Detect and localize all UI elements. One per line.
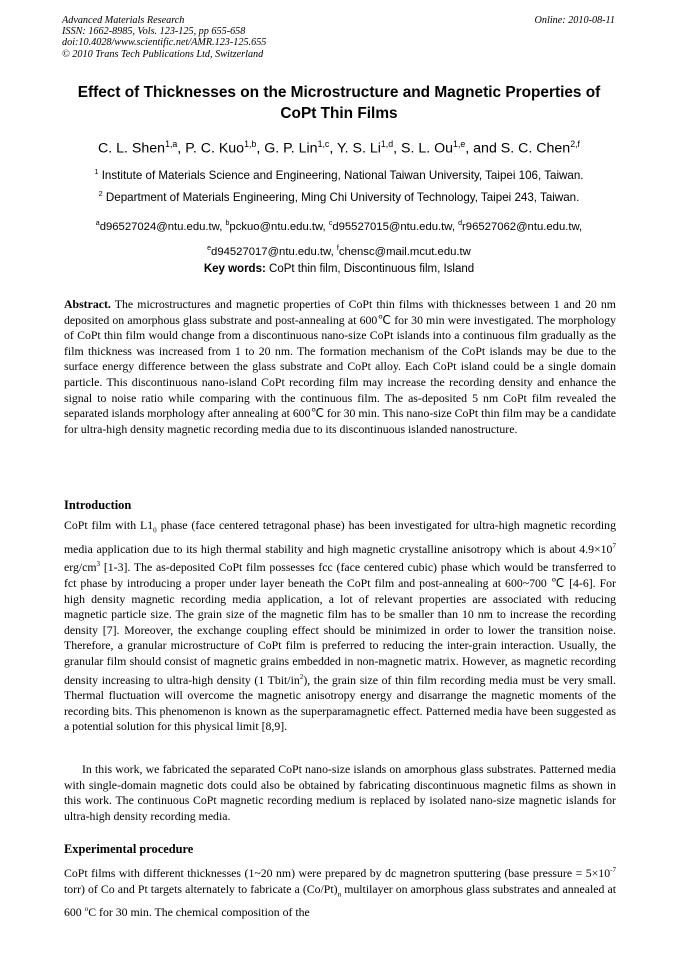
author-affiliation-marker: 1,e	[453, 139, 466, 149]
author-affiliation-marker: 1,b	[244, 139, 257, 149]
author-separator: ,	[329, 140, 337, 157]
abstract-text: The microstructures and magnetic properties of CoPt thin films with thicknesses between 1 and 20 nm deposited on amorphous glass substrate and post-annealing at 600℃ for 30 min were investigated. The morphology of CoPt thin film would change from a discontinuous nano-size CoPt islands into a continuous film gradually as the film thickness was increased from 1 to 20 nm. The formation mechanism of the CoPt islands may be due to the surface energy difference between the glass substrate and CoPt alloy. Each CoPt island could be a single domain particle. This discontinuous nano-island CoPt recording film may increase the recording density and enhance the signal to noise ratio while comparing with the continuous film. The as-deposited 5 nm CoPt film revealed the separated islands morphology after annealing at 600℃ for 30 min. This nano-size CoPt thin film may be a candidate for ultra-high density magnetic recording media due to its discontinuous islanded nanostructure.	[64, 297, 616, 436]
author-name: S. C. Chen	[500, 140, 571, 157]
subscript: 0	[153, 526, 157, 535]
email-marker: e	[207, 244, 212, 252]
section-heading-introduction: Introduction	[64, 498, 132, 512]
affiliation-marker: 2	[98, 189, 103, 198]
author-affiliation-marker: 1,a	[165, 139, 178, 149]
title-line-1: Effect of Thicknesses on the Microstructure and Magnetic Properties of	[77, 84, 601, 101]
title-line-2: CoPt Thin Films	[280, 105, 398, 122]
author-name: G. P. Lin	[264, 140, 318, 157]
text-run: multilayer on amorphous glass substrates and annealed at 600	[64, 881, 616, 920]
introduction-paragraph-2: In this work, we fabricated the separated CoPt nano-size islands on amorphous glass substrates. Patterned media with single-domain magnetic dots could also be obtained by fabricating discontinuous magnetic films as shown in this work. The continuous CoPt magnetic recording medium is replaced by isolated nano-size magnetic islands for ultra-high density recording media.	[64, 762, 616, 823]
email-link[interactable]: r96527062@ntu.edu.tw	[462, 220, 580, 233]
text-run: [1-3]. The as-deposited CoPt film possesses fcc (face centered cubic) phase which would be transferred to fct phase by introducing a proper under layer beneath the CoPt film and post-annealing at 600~700 ℃ [4-6]. For high density magnetic recording media application, a lot of relevant properties are associated with reducing magnetic particle size. The grain size of the magnetic film has to be smaller than 10 nm to increase the recording density [7]. Moreover, the exchange coupling effect should be minimized in order to lower the transition noise. Therefore, a granular microstructure of CoPt film is preferred to reducing the inter-grain interaction. Usually, the granular film should consist of magnetic grains embedded in non-magnetic matrix. However, as magnetic recording density increasing to ultra-high density (1 Tbit/in	[64, 560, 616, 687]
text-run: C for 30 min. The chemical composition of the	[88, 905, 310, 920]
author-separator: ,	[256, 140, 265, 157]
email-separator: ,	[219, 220, 226, 233]
abstract	[64, 297, 616, 437]
author-affiliation-marker: 1,d	[380, 139, 394, 149]
text-run: phase (face centered tetragonal phase) has been investigated for ultra-high magnetic recording media application due to its high thermal stability and high magnetic crystalline anisotropy which is about 4.9×10	[64, 518, 616, 556]
text-run: CoPt films with different thicknesses (1~20 nm) were prepared by dc magnetron sputtering (base pressure = 5×10	[64, 865, 611, 880]
affiliation-marker: 1	[94, 167, 99, 176]
author-affiliation-marker: 2,f	[570, 139, 580, 149]
author-affiliation-marker: 1,c	[317, 139, 330, 149]
superscript: -7	[610, 866, 616, 874]
email-separator: ,	[451, 220, 459, 233]
email-link[interactable]: d95527015@ntu.edu.tw	[332, 220, 452, 233]
superscript: 7	[612, 541, 616, 550]
email-marker: f	[336, 244, 339, 252]
email-link[interactable]: pckuo@ntu.edu.tw	[229, 220, 323, 233]
email-separator: ,	[579, 220, 583, 233]
text-run: erg/cm	[64, 560, 97, 575]
email-link[interactable]: chensc@mail.mcut.edu.tw	[338, 245, 471, 258]
email-link[interactable]: d96527024@ntu.edu.tw	[99, 220, 220, 233]
email-marker: b	[225, 220, 230, 227]
email-line-2	[30, 238, 648, 263]
email-marker: a	[95, 220, 100, 227]
superscript: 2	[299, 672, 304, 681]
affiliation-2	[30, 187, 648, 205]
keywords-text: CoPt thin film, Discontinuous film, Island	[269, 263, 475, 275]
journal-name: Advanced Materials Research	[62, 15, 185, 26]
experimental-paragraph-1	[64, 863, 616, 921]
email-marker: d	[458, 220, 463, 227]
introduction-paragraph-1	[64, 518, 616, 735]
email-separator: ,	[322, 220, 329, 233]
email-marker: c	[328, 220, 333, 227]
author-name: Y. S. Li	[336, 140, 381, 157]
keywords	[30, 262, 648, 276]
author-separator: ,	[177, 140, 186, 157]
paper-title	[40, 82, 638, 124]
journal-header	[62, 15, 266, 60]
superscript: o	[84, 905, 89, 914]
journal-copyright: © 2010 Trans Tech Publications Ltd, Switzerland	[62, 48, 264, 60]
author-name: C. L. Shen	[98, 140, 166, 157]
affiliation-text: Institute of Materials Science and Engineering, National Taiwan University, Taipei 106, Taiwan.	[101, 168, 584, 182]
email-separator: ,	[330, 245, 337, 258]
journal-issn: ISSN: 1662-8985, Vols. 123-125, pp 655-658	[62, 26, 246, 38]
subscript: n	[337, 889, 342, 898]
journal-doi: doi:10.4028/www.scientific.net/AMR.123-125.655	[62, 37, 267, 49]
section-heading-experimental: Experimental procedure	[64, 842, 194, 856]
author-separator: , and	[465, 140, 501, 157]
text-run: torr) of Co and Pt targets alternately to fabricate a (Co/Pt)	[64, 881, 338, 896]
text-run: ), the grain size of thin film recording media must be very small. Thermal fluctuation will overcome the magnetic anisotropy energy and disarrange the magnetic moments of the recording bits. This phenomenon is known as the superparamagnetic effect. Patterned media have been suggested as a potential solution for this physical limit [8,9].	[64, 672, 617, 734]
author-emails	[30, 213, 648, 263]
author-separator: ,	[393, 140, 401, 157]
superscript: 3	[96, 560, 101, 569]
affiliation-1	[30, 165, 648, 183]
online-date: Online: 2010-08-11	[534, 15, 615, 26]
keywords-label: Key words:	[203, 263, 266, 275]
email-line-1	[30, 213, 648, 238]
abstract-label: Abstract.	[64, 297, 111, 311]
affiliation-text: Department of Materials Engineering, Ming Chi University of Technology, Taipei 243, Taiwan.	[105, 190, 580, 204]
email-link[interactable]: d94527017@ntu.edu.tw	[211, 245, 331, 258]
author-name: P. C. Kuo	[185, 140, 245, 157]
author-list	[30, 135, 648, 158]
text-run: CoPt film with L1	[64, 518, 154, 532]
author-name: S. L. Ou	[401, 140, 454, 157]
